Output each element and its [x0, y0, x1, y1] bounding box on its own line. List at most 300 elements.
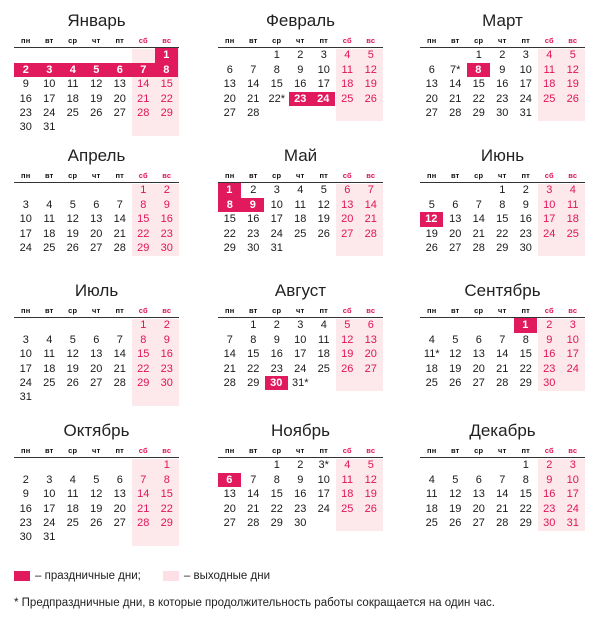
month-grid — [14, 169, 179, 255]
month-4 — [14, 143, 179, 255]
day: 3 — [320, 49, 327, 62]
day: 18 — [425, 502, 438, 515]
weekend-day: 22 — [137, 362, 150, 375]
weekend-day: 2 — [163, 184, 170, 197]
day: 14 — [247, 488, 260, 501]
day: 22* — [268, 92, 286, 105]
month-title: Июль — [74, 281, 119, 300]
day: 28 — [496, 376, 509, 389]
weekday-header: пн — [14, 169, 38, 183]
day: 9 — [297, 473, 304, 486]
day: 10 — [294, 333, 307, 346]
day: 5 — [452, 473, 459, 486]
empty-cell — [218, 48, 242, 62]
day: 4 — [46, 198, 53, 211]
month-title: Март — [482, 11, 523, 30]
day: 19 — [90, 92, 103, 105]
day: 2 — [273, 319, 280, 332]
weekend-day: 23 — [543, 362, 556, 375]
day: 27 — [113, 516, 126, 529]
day: 25 — [294, 227, 307, 240]
empty-cell — [132, 458, 156, 472]
weekday-header: вт — [242, 34, 266, 48]
day: 26 — [449, 516, 462, 529]
weekend-day: 18 — [341, 78, 354, 91]
day: 15 — [472, 78, 485, 91]
day: 11* — [423, 348, 440, 361]
weekend-day: 11 — [543, 63, 555, 76]
empty-cell — [242, 48, 266, 62]
weekend-day: 29 — [137, 376, 150, 389]
weekend-day: 8 — [163, 473, 170, 486]
day: 21 — [449, 92, 462, 105]
day: 14 — [113, 213, 126, 226]
day: 3 — [46, 473, 53, 486]
day: 10 — [317, 473, 330, 486]
day: 23 — [294, 502, 307, 515]
weekend-day: 11 — [567, 198, 579, 211]
day: 5 — [320, 184, 327, 197]
day: 3 — [522, 49, 529, 62]
day: 5 — [69, 198, 76, 211]
day: 10 — [19, 213, 32, 226]
weekend-day: 30 — [160, 241, 173, 254]
day: 10 — [43, 488, 56, 501]
weekend-day: 24 — [566, 362, 579, 375]
weekend-day: 12 — [341, 333, 354, 346]
day: 12 — [90, 488, 103, 501]
weekend-day: 18 — [543, 78, 556, 91]
day: 5 — [69, 333, 76, 346]
day: 17 — [317, 78, 330, 91]
empty-cell — [420, 183, 444, 197]
weekday-header: пт — [312, 304, 336, 318]
day: 20 — [472, 502, 485, 515]
month-5 — [218, 143, 383, 255]
day: 27 — [223, 106, 236, 119]
day: 22 — [519, 362, 532, 375]
day: 17 — [19, 362, 32, 375]
day: 29 — [496, 241, 509, 254]
day: 23 — [496, 92, 509, 105]
month-7 — [14, 278, 179, 405]
weekend-day: 19 — [566, 78, 579, 91]
month-title: Июнь — [480, 146, 525, 165]
empty-cell — [108, 48, 132, 62]
day: 30 — [519, 241, 532, 254]
weekday-header: пт — [108, 169, 132, 183]
day: 7 — [499, 473, 506, 486]
month-grid — [420, 34, 585, 120]
weekend-day: 1 — [140, 184, 147, 197]
empty-cell — [132, 48, 156, 62]
day: 19 — [449, 502, 462, 515]
weekday-header: сб — [132, 34, 156, 48]
day: 20 — [90, 362, 103, 375]
day: 30 — [247, 241, 260, 254]
weekend-day: 17 — [566, 488, 579, 501]
day: 4 — [428, 333, 435, 346]
day: 18 — [66, 502, 79, 515]
day: 20 — [223, 502, 236, 515]
empty-cell — [38, 458, 62, 472]
day: 31 — [270, 241, 283, 254]
day: 16 — [247, 213, 260, 226]
holiday-day: 1 — [155, 48, 178, 62]
day: 6 — [93, 333, 100, 346]
holiday-day: 9 — [242, 198, 265, 212]
weekend-day: 17 — [543, 213, 556, 226]
empty-cell — [85, 318, 109, 332]
weekday-header: сб — [538, 169, 562, 183]
day: 14 — [247, 78, 260, 91]
empty-cell — [85, 48, 109, 62]
day: 15 — [270, 78, 283, 91]
day: 15 — [496, 213, 509, 226]
day: 13 — [223, 78, 236, 91]
weekday-header: сб — [538, 444, 562, 458]
weekday-header: сб — [336, 444, 360, 458]
month-11 — [218, 418, 383, 530]
holiday-day: 8 — [467, 63, 490, 77]
day: 20 — [113, 92, 126, 105]
weekday-header: пт — [514, 304, 538, 318]
empty-cell — [61, 48, 85, 62]
day: 22 — [223, 227, 236, 240]
day: 28 — [449, 106, 462, 119]
day: 9 — [522, 198, 529, 211]
month-3 — [420, 8, 585, 120]
day: 1 — [475, 49, 482, 62]
day: 7 — [116, 198, 123, 211]
weekend-day: 7 — [367, 184, 374, 197]
weekend-day: 27 — [341, 227, 354, 240]
day: 16 — [496, 78, 509, 91]
month-grid — [420, 444, 585, 530]
weekend-day: 2 — [546, 319, 553, 332]
weekend-day: 9 — [546, 333, 553, 346]
weekday-header: вс — [561, 34, 585, 48]
weekend-day: 26 — [364, 92, 377, 105]
weekend-day: 12 — [364, 63, 377, 76]
weekend-day: 13 — [364, 333, 377, 346]
weekday-header: сб — [336, 34, 360, 48]
month-2 — [218, 8, 383, 120]
day: 2 — [297, 459, 304, 472]
day: 11 — [43, 348, 55, 361]
day: 18 — [66, 92, 79, 105]
weekend-day: 15 — [137, 213, 150, 226]
day: 12 — [90, 78, 103, 91]
weekday-header: пт — [514, 169, 538, 183]
holiday-day: 3 — [38, 63, 62, 77]
day: 14 — [113, 348, 126, 361]
day: 17 — [43, 502, 56, 515]
weekend-day: 19 — [341, 348, 354, 361]
weekend-day: 15 — [160, 488, 173, 501]
day: 29 — [247, 376, 260, 389]
holiday-day: 6 — [108, 63, 132, 77]
weekend-day: 11 — [341, 473, 353, 486]
day: 26 — [66, 376, 79, 389]
weekday-header: пт — [312, 169, 336, 183]
day: 26 — [66, 241, 79, 254]
day: 13 — [425, 78, 438, 91]
day: 29 — [519, 516, 532, 529]
weekend-day: 4 — [344, 49, 351, 62]
day: 28 — [247, 516, 260, 529]
month-title: Январь — [67, 11, 126, 30]
day: 10 — [519, 63, 532, 76]
weekend-day: 18 — [566, 213, 579, 226]
weekday-header: чт — [289, 444, 313, 458]
weekday-header: вс — [561, 304, 585, 318]
weekday-header: чт — [85, 304, 109, 318]
empty-cell — [242, 458, 266, 472]
day: 2 — [522, 184, 529, 197]
weekend-day: 26 — [341, 362, 354, 375]
weekend-day: 3 — [569, 319, 576, 332]
day: 24 — [43, 106, 56, 119]
day: 31 — [19, 391, 32, 404]
weekend-day: 3 — [546, 184, 553, 197]
day: 7 — [226, 333, 233, 346]
day: 14 — [449, 78, 462, 91]
day: 27 — [472, 516, 485, 529]
day: 21 — [247, 502, 260, 515]
day: 13 — [472, 348, 485, 361]
day: 6 — [428, 63, 435, 76]
empty-cell — [14, 458, 38, 472]
weekday-header: чт — [491, 34, 515, 48]
day: 11 — [294, 198, 306, 211]
month-grid — [218, 444, 383, 530]
day: 19 — [425, 227, 438, 240]
holiday-day: 23 — [289, 92, 313, 106]
day: 2 — [297, 49, 304, 62]
day: 4 — [69, 473, 76, 486]
day: 14 — [223, 348, 236, 361]
holiday-day: 7 — [132, 63, 156, 77]
day: 17 — [294, 348, 307, 361]
day: 15 — [223, 213, 236, 226]
holiday-day: 30 — [265, 376, 288, 390]
weekend-day: 6 — [344, 184, 351, 197]
day: 4 — [428, 473, 435, 486]
weekday-header: чт — [85, 34, 109, 48]
weekend-day: 29 — [160, 516, 173, 529]
day: 23 — [270, 362, 283, 375]
weekday-header: вт — [38, 444, 62, 458]
month-8 — [218, 278, 383, 390]
day: 20 — [113, 502, 126, 515]
empty-cell — [444, 183, 468, 197]
weekend-day: 16 — [160, 348, 173, 361]
weekday-header: ср — [467, 34, 491, 48]
day: 15 — [519, 488, 532, 501]
empty-cell — [491, 318, 515, 332]
weekend-day: 21 — [137, 92, 150, 105]
weekday-header: ср — [467, 304, 491, 318]
weekday-header: ср — [61, 304, 85, 318]
weekday-header: чт — [491, 304, 515, 318]
empty-cell — [108, 458, 132, 472]
holiday-day: 1 — [514, 318, 537, 332]
day: 4 — [46, 333, 53, 346]
empty-cell — [108, 318, 132, 332]
weekday-header: вт — [38, 304, 62, 318]
weekend-day: 30 — [543, 516, 556, 529]
month-grid — [14, 444, 179, 545]
day: 15 — [270, 488, 283, 501]
weekend-day: 26 — [364, 502, 377, 515]
weekend-day: 21 — [137, 502, 150, 515]
empty-cell — [444, 48, 468, 62]
day: 17 — [270, 213, 283, 226]
weekday-header: пт — [108, 444, 132, 458]
day: 6 — [475, 333, 482, 346]
day: 10 — [270, 198, 283, 211]
weekend-day: 16 — [543, 348, 556, 361]
day: 9 — [499, 63, 506, 76]
day: 13 — [113, 488, 126, 501]
weekday-header: сб — [132, 169, 156, 183]
month-title: Август — [274, 281, 327, 300]
weekday-header: пн — [218, 304, 242, 318]
weekday-header: пн — [420, 169, 444, 183]
day: 18 — [425, 362, 438, 375]
empty-cell — [420, 48, 444, 62]
day: 6 — [93, 198, 100, 211]
day: 19 — [90, 502, 103, 515]
day: 23 — [519, 227, 532, 240]
day: 22 — [247, 362, 260, 375]
month-title: Февраль — [265, 11, 336, 30]
empty-cell — [61, 183, 85, 197]
day: 1 — [273, 49, 280, 62]
empty-cell — [218, 318, 242, 332]
day: 17 — [19, 227, 32, 240]
month-title: Май — [283, 146, 318, 165]
day: 24 — [270, 227, 283, 240]
day: 12 — [66, 213, 79, 226]
empty-cell — [420, 458, 444, 472]
day: 27 — [425, 106, 438, 119]
empty-cell — [444, 458, 468, 472]
holiday-day: 24 — [312, 92, 335, 106]
weekend-day: 8 — [140, 333, 147, 346]
day: 28 — [223, 376, 236, 389]
day: 11 — [426, 488, 438, 501]
weekday-header: ср — [61, 169, 85, 183]
day: 3 — [273, 184, 280, 197]
weekend-day: 23 — [543, 502, 556, 515]
weekday-header: сб — [538, 304, 562, 318]
holiday-day: 1 — [218, 183, 241, 197]
day: 25 — [66, 106, 79, 119]
day: 27 — [90, 241, 103, 254]
day: 28 — [113, 376, 126, 389]
weekend-day: 6 — [367, 319, 374, 332]
month-title: Октябрь — [63, 421, 130, 440]
day: 11 — [43, 213, 55, 226]
day: 16 — [19, 92, 32, 105]
day: 11 — [67, 78, 79, 91]
empty-cell — [14, 318, 38, 332]
weekend-day: 13 — [341, 198, 354, 211]
weekend-day: 19 — [364, 488, 377, 501]
day: 21 — [223, 362, 236, 375]
day: 10 — [19, 348, 32, 361]
weekend-day: 28 — [364, 227, 377, 240]
weekend-day: 4 — [569, 184, 576, 197]
weekend-day: 25 — [543, 92, 556, 105]
weekday-header: ср — [467, 169, 491, 183]
weekday-header: чт — [491, 444, 515, 458]
day: 25 — [317, 362, 330, 375]
day: 9 — [273, 333, 280, 346]
day: 17 — [519, 78, 532, 91]
weekend-day: 17 — [566, 348, 579, 361]
weekday-header: чт — [289, 169, 313, 183]
day: 17 — [43, 92, 56, 105]
weekend-day: 14 — [137, 488, 150, 501]
weekday-header: вс — [155, 444, 179, 458]
day: 12 — [449, 488, 462, 501]
day: 25 — [43, 376, 56, 389]
day: 21 — [113, 362, 126, 375]
weekday-header: чт — [491, 169, 515, 183]
weekday-header: вс — [155, 34, 179, 48]
weekday-header: ср — [265, 169, 289, 183]
day: 2 — [22, 473, 29, 486]
holiday-day: 12 — [420, 212, 443, 226]
weekend-day: 23 — [160, 362, 173, 375]
weekend-day: 5 — [367, 49, 374, 62]
day: 29 — [223, 241, 236, 254]
day: 29 — [519, 376, 532, 389]
weekend-day: 18 — [341, 488, 354, 501]
day: 3 — [22, 198, 29, 211]
day: 26 — [90, 106, 103, 119]
weekday-header: сб — [336, 304, 360, 318]
weekend-day: 28 — [137, 516, 150, 529]
weekday-header: пт — [108, 34, 132, 48]
weekday-header: чт — [289, 34, 313, 48]
weekday-header: вт — [38, 34, 62, 48]
weekday-header: ср — [467, 444, 491, 458]
weekend-day: 9 — [163, 333, 170, 346]
month-grid — [218, 304, 383, 390]
weekday-header: вт — [38, 169, 62, 183]
empty-cell — [14, 48, 38, 62]
holiday-day: 8 — [218, 198, 242, 212]
weekend-day: 4 — [344, 459, 351, 472]
day: 19 — [66, 362, 79, 375]
day: 9 — [22, 488, 29, 501]
day: 21 — [247, 92, 260, 105]
day: 27 — [472, 376, 485, 389]
day: 24 — [294, 362, 307, 375]
day: 6 — [116, 473, 123, 486]
day: 8 — [250, 333, 257, 346]
day: 19 — [449, 362, 462, 375]
weekend-day: 2 — [163, 319, 170, 332]
day: 16 — [294, 78, 307, 91]
day: 20 — [223, 92, 236, 105]
day: 5 — [428, 198, 435, 211]
day: 30 — [19, 531, 32, 544]
